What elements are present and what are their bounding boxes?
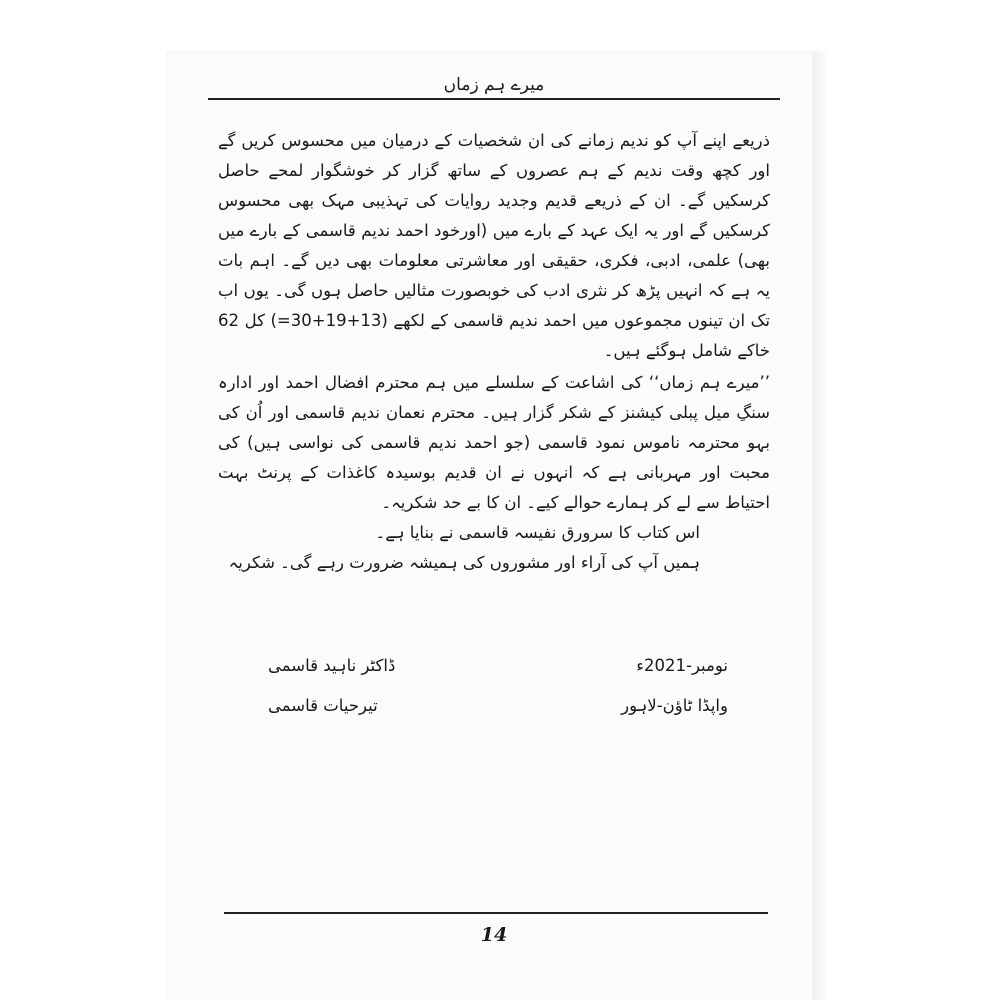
footer-rule [224, 912, 768, 914]
cover-credit-line: اس کتاب کا سرورق نفیسہ قاسمی نے بنایا ہے۔ [375, 523, 700, 542]
signature-name-1: ڈاکٹر ناہید قاسمی [268, 656, 396, 675]
paragraph-1: ذریعے اپنے آپ کو ندیم زمانے کی ان شخصیات کے درمیان میں محسوس کریں گے اور کچھ وقت ندیم کے ہم عصروں کے ساتھ گزار کر خوشگوار لمحے حاصل کرسکیں گے۔ ان کے ذریعے قدیم وجدید روایات کی تہذیبی مہک بھی محسوس کرسکیں گے اور یہ ایک عہد کے بارے میں (اورخود احمد ندیم قاسمی کے بارے میں بھی) علمی، ادبی، فکری، حقیقی اور معاشرتی معلومات بھی دیں گے۔ اہم بات یہ ہے کہ انہیں پڑھ کر نثری ادب کی خوبصورت مثالیں حاصل ہوں گی۔ یوں اب تک ان تینوں مجموعوں میں احمد ندیم قاسمی کے لکھے (13+19+30=) کل 62 خاکے شامل ہوگئے ہیں۔ [218, 131, 770, 360]
thanks-line: ہمیں آپ کی آراء اور مشوروں کی ہمیشہ ضرورت رہے گی۔ شکریہ [228, 553, 700, 572]
signature-name-2: تیرحیات قاسمی [268, 696, 378, 715]
header-rule [208, 98, 780, 100]
page-number: 14 [480, 924, 508, 946]
book-page [168, 52, 820, 1000]
signature-date: نومبر-2021ء [636, 656, 728, 675]
paragraph-2: ’’میرے ہم زماں‘‘ کی اشاعت کے سلسلے میں ہم محترم افضال احمد اور ادارہ سنگِ میل پبلی کیشنز کے شکر گزار ہیں۔ محترم نعمان ندیم قاسمی اور اُن کی بہو محترمہ ناموس نمود قاسمی (جو احمد ندیم قاسمی کی نواسی ہیں) کی محبت اور مہربانی ہے کہ انہوں نے ان قدیم بوسیدہ کاغذات کے پرنٹ بہت احتیاط سے لے کر ہمارے حوالے کیے۔ ان کا بے حد شکریہ۔ [218, 373, 770, 512]
body-text [218, 126, 770, 578]
signature-row-1 [268, 646, 728, 686]
running-title: میرے ہم زماں [443, 75, 545, 95]
signature-row-2 [268, 686, 728, 726]
page-edge [812, 52, 826, 1000]
signature-place: واپڈا ٹاؤن-لاہور [621, 696, 728, 715]
signature-block [268, 646, 728, 726]
